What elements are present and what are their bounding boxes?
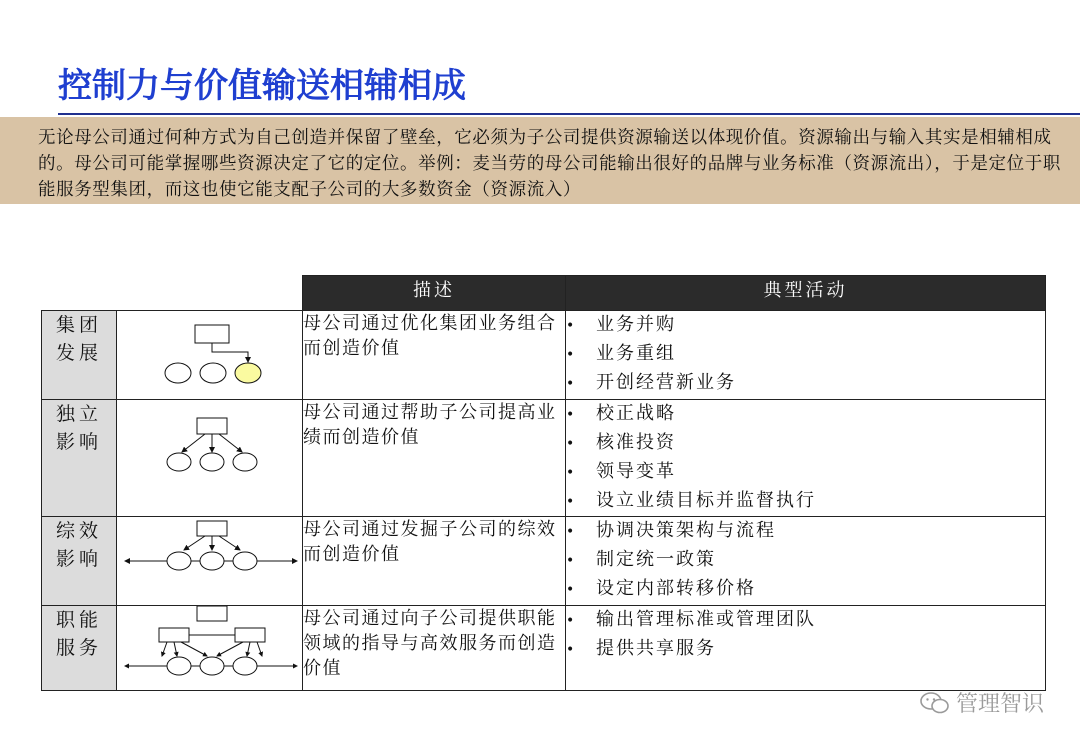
intro-paragraph: 无论母公司通过何种方式为自己创造并保留了壁垒，它必须为子公司提供资源输送以体现价值。资源输出与输入其实是相辅相成的。母公司可能掌握哪些资源决定了它的定位。举例：麦当劳的母公司能输出很好的品牌与业务标准（资源流出），于是定位于职能服务型集团，而这也使它能支配子公司的大多数资金（资源流入）: [0, 117, 1080, 204]
list-item: • 输出管理标准或管理团队: [566, 609, 816, 630]
row-label-line: 发展: [55, 342, 102, 364]
row-label: [42, 311, 117, 400]
row-label-line: 服务: [55, 637, 102, 659]
row-activities: [566, 517, 1046, 606]
watermark: [920, 687, 1044, 718]
wechat-icon: [920, 691, 950, 715]
list-item: • 业务重组: [566, 343, 676, 364]
row-activities: [566, 400, 1046, 517]
diagram-svg: [117, 517, 302, 603]
row-label: [42, 517, 117, 606]
row-description: 母公司通过优化集团业务组合而创造价值: [303, 311, 566, 400]
table-header-row: [42, 276, 1046, 311]
list-item: • 核准投资: [566, 432, 676, 453]
row-description: 母公司通过帮助子公司提高业绩而创造价值: [303, 400, 566, 517]
header-acts: 典型活动: [566, 276, 1046, 311]
list-item: • 设立业绩目标并监督执行: [566, 490, 816, 511]
row-activities: [566, 311, 1046, 400]
header-blank: [42, 276, 303, 311]
diagram-svg: [117, 606, 302, 688]
list-item: • 开创经营新业务: [566, 372, 736, 393]
value-table: [41, 275, 1046, 691]
row-label-line: 影响: [55, 431, 102, 453]
list-item: • 协调决策架构与流程: [566, 520, 776, 541]
diagram-svg: [117, 311, 302, 397]
header-desc: 描述: [303, 276, 566, 311]
table-row: [42, 400, 1046, 517]
row-label: [42, 400, 117, 517]
structure-diagram-group-development: [117, 311, 303, 400]
structure-diagram-synergy-influence: [117, 517, 303, 606]
row-description: 母公司通过发掘子公司的综效而创造价值: [303, 517, 566, 606]
list-item: • 制定统一政策: [566, 549, 716, 570]
row-label-line: 综效: [55, 520, 102, 542]
structure-diagram-independent-influence: [117, 400, 303, 517]
list-item: • 校正战略: [566, 403, 676, 424]
list-item: • 领导变革: [566, 461, 676, 482]
row-label-line: 职能: [55, 609, 102, 631]
watermark-text: 管理智识: [955, 692, 1044, 717]
diagram-svg: [117, 400, 302, 514]
row-label-line: 影响: [55, 548, 102, 570]
row-activities: [566, 606, 1046, 691]
page-title: 控制力与价值输送相辅相成: [58, 66, 466, 106]
table-row: [42, 517, 1046, 606]
title-divider: [58, 113, 1080, 115]
table-row: [42, 606, 1046, 691]
structure-diagram-functional-service: [117, 606, 303, 691]
row-label-line: 独立: [55, 403, 102, 425]
list-item: • 提供共享服务: [566, 638, 716, 659]
row-description: 母公司通过向子公司提供职能领域的指导与高效服务而创造价值: [303, 606, 566, 691]
row-label-line: 集团: [55, 314, 102, 336]
list-item: • 业务并购: [566, 314, 676, 335]
row-label: [42, 606, 117, 691]
list-item: • 设定内部转移价格: [566, 578, 756, 599]
table-row: [42, 311, 1046, 400]
